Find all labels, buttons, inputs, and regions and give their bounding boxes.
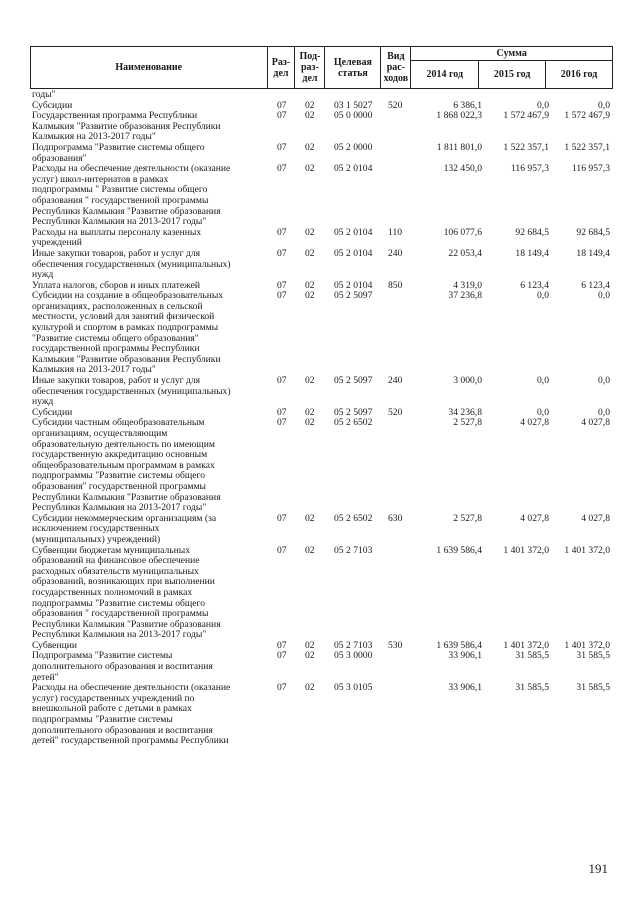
row-sum-2015: 4 027,8 [520, 417, 549, 429]
table-row [0, 376, 640, 408]
row-sum-2016: 4 027,8 [581, 512, 610, 524]
header-vid: Вид рас- ходов [381, 47, 411, 89]
row-sum-2016: 18 149,4 [576, 247, 610, 259]
row-sum-2015: 6 123,4 [520, 279, 549, 291]
row-razdel: 07 [277, 375, 287, 387]
row-razdel: 07 [277, 406, 287, 418]
row-sum-2014: 132 450,0 [443, 163, 482, 175]
header-y2014: 2014 год [411, 61, 479, 89]
row-podrazdel: 02 [305, 163, 315, 175]
row-sum-2016: 116 957,3 [571, 163, 610, 175]
row-sum-2015: 31 585,5 [515, 682, 549, 694]
table-row [0, 514, 640, 546]
row-sum-2015: 92 684,5 [515, 226, 549, 238]
table-header [30, 46, 613, 89]
table-row [0, 418, 640, 513]
row-sum-2016: 0,0 [598, 290, 610, 302]
row-podrazdel: 02 [305, 650, 315, 662]
row-vid-rashodov: 530 [388, 639, 403, 651]
row-name: Субсидии [32, 99, 73, 111]
row-podrazdel: 02 [305, 682, 315, 694]
table-row [0, 228, 640, 249]
row-name: Расходы на обеспечение деятельности (оказание услуг) школ-интернатов в рамках подпрограммы " Развитие системы общего образования " государственной программы Республики Калмыкия "Развитие образования Республики Калмыкия на 2013-2017 годы" [32, 163, 231, 228]
table-row [0, 651, 640, 683]
row-podrazdel: 02 [305, 110, 315, 122]
row-razdel: 07 [277, 226, 287, 238]
row-sum-2014: 1 811 801,0 [436, 141, 482, 153]
row-sum-2014: 1 639 586,4 [436, 639, 482, 651]
row-sum-2015: 0,0 [537, 99, 549, 111]
row-celevaya-statya: 05 2 0104 [334, 163, 373, 175]
row-celevaya-statya: 05 2 0104 [334, 226, 373, 238]
row-celevaya-statya: 05 2 6502 [334, 512, 373, 524]
row-podrazdel: 02 [305, 279, 315, 291]
row-sum-2014: 37 236,8 [448, 290, 482, 302]
row-celevaya-statya: 05 3 0105 [334, 682, 373, 694]
row-podrazdel: 02 [305, 290, 315, 302]
row-sum-2014: 6 386,1 [453, 99, 482, 111]
row-sum-2016: 0,0 [598, 99, 610, 111]
row-razdel: 07 [277, 110, 287, 122]
row-celevaya-statya: 05 0 0000 [334, 110, 373, 122]
row-name: Расходы на обеспечение деятельности (оказание услуг) государственных учреждений по внешкольной работе с детьми в рамках подпрограммы "Развитие системы дополнительного образования и воспитания детей" государственной программы Республики [32, 682, 231, 747]
row-celevaya-statya: 05 2 0104 [334, 247, 373, 259]
row-sum-2015: 0,0 [537, 375, 549, 387]
row-sum-2015: 0,0 [537, 406, 549, 418]
row-sum-2016: 6 123,4 [581, 279, 610, 291]
row-podrazdel: 02 [305, 99, 315, 111]
row-sum-2016: 1 401 372,0 [564, 639, 610, 651]
table-row [0, 546, 640, 641]
row-name: Субвенции бюджетам муниципальных образований на финансовое обеспечение расходных обязательств муниципальных образований, возникающих при выполнении государственных полномочий в рамках подпрограммы "Развитие системы общего образования " государственной программы Республики Калмыкия "Развитие образования Республики Калмыкия на 2013-2017 годы" [32, 544, 221, 641]
row-celevaya-statya: 05 2 0000 [334, 141, 373, 153]
row-razdel: 07 [277, 279, 287, 291]
row-name: Субсидии [32, 406, 73, 418]
row-podrazdel: 02 [305, 226, 315, 238]
row-sum-2015: 4 027,8 [520, 512, 549, 524]
row-razdel: 07 [277, 141, 287, 153]
row-name: Подпрограмма "Развитие системы общего образования" [32, 141, 205, 164]
row-sum-2014: 2 527,8 [453, 512, 482, 524]
row-name: Уплата налогов, сборов и иных платежей [32, 279, 201, 291]
row-vid-rashodov: 630 [388, 512, 403, 524]
header-summa: Сумма [411, 47, 613, 61]
table-body [0, 90, 640, 747]
row-podrazdel: 02 [305, 141, 315, 153]
table-row [0, 90, 640, 101]
row-name: Субсидии некоммерческим организациям (за исключением государственных (муниципальных) учреждений) [32, 512, 217, 545]
header-podrazdel: Под- раз- дел [295, 47, 325, 89]
row-celevaya-statya: 05 2 7103 [334, 544, 373, 556]
row-name: Расходы на выплаты персоналу казенных учреждений [32, 226, 202, 249]
row-podrazdel: 02 [305, 406, 315, 418]
row-podrazdel: 02 [305, 639, 315, 651]
row-sum-2016: 1 522 357,1 [564, 141, 610, 153]
header-celevaya: Целевая статья [325, 47, 381, 89]
table-row [0, 143, 640, 164]
row-sum-2015: 1 401 372,0 [503, 544, 549, 556]
row-sum-2014: 3 000,0 [453, 375, 482, 387]
row-celevaya-statya: 03 1 5027 [334, 99, 373, 111]
header-razdel: Раз- дел [267, 47, 295, 89]
row-sum-2014: 2 527,8 [453, 417, 482, 429]
row-razdel: 07 [277, 99, 287, 111]
row-razdel: 07 [277, 682, 287, 694]
row-sum-2015: 1 401 372,0 [503, 639, 549, 651]
row-sum-2014: 34 236,8 [448, 406, 482, 418]
row-sum-2014: 106 077,6 [443, 226, 482, 238]
header-y2016: 2016 год [546, 61, 613, 89]
row-sum-2016: 92 684,5 [576, 226, 610, 238]
page-number: 191 [588, 861, 608, 876]
row-podrazdel: 02 [305, 512, 315, 524]
row-sum-2016: 0,0 [598, 406, 610, 418]
row-celevaya-statya: 05 2 5097 [334, 406, 373, 418]
row-razdel: 07 [277, 247, 287, 259]
row-podrazdel: 02 [305, 544, 315, 556]
row-sum-2014: 4 319,0 [453, 279, 482, 291]
row-name: Субсидии частным общеобразовательным организациям, осуществляющим образовательную деятельность по имеющим государственную аккредитацию основным общеобразовательным программам в рамках подпрограммы "Развитие системы общего образования" государственной программы Республики Калмыкия "Развитие образования Республики Калмыкия на 2013-2017 годы" [32, 417, 221, 514]
row-vid-rashodov: 850 [388, 279, 403, 291]
row-celevaya-statya: 05 2 5097 [334, 375, 373, 387]
table-row [0, 291, 640, 376]
row-podrazdel: 02 [305, 247, 315, 259]
row-razdel: 07 [277, 417, 287, 429]
row-vid-rashodov: 520 [388, 406, 403, 418]
row-name: Субвенции [32, 639, 77, 651]
header-name: Наименование [31, 47, 268, 89]
row-name: Подпрограмма "Развитие системы дополнительного образования и воспитания детей" [32, 650, 213, 683]
row-sum-2016: 31 585,5 [576, 650, 610, 662]
row-celevaya-statya: 05 2 6502 [334, 417, 373, 429]
row-razdel: 07 [277, 290, 287, 302]
row-sum-2015: 0,0 [537, 290, 549, 302]
row-sum-2016: 1 401 372,0 [564, 544, 610, 556]
row-sum-2014: 1 868 022,3 [436, 110, 482, 122]
row-name: Государственная программа Республики Калмыкия "Развитие образования Республики Калмыкия на 2013-2017 годы" [32, 110, 221, 143]
row-razdel: 07 [277, 650, 287, 662]
table-row [0, 111, 640, 143]
row-celevaya-statya: 05 3 0000 [334, 650, 373, 662]
row-sum-2014: 33 906,1 [448, 682, 482, 694]
row-sum-2014: 33 906,1 [448, 650, 482, 662]
row-vid-rashodov: 240 [388, 375, 403, 387]
row-sum-2015: 31 585,5 [515, 650, 549, 662]
row-sum-2015: 116 957,3 [510, 163, 549, 175]
row-celevaya-statya: 05 2 0104 [334, 279, 373, 291]
row-celevaya-statya: 05 2 7103 [334, 639, 373, 651]
row-razdel: 07 [277, 512, 287, 524]
row-vid-rashodov: 520 [388, 99, 403, 111]
row-name: Иные закупки товаров, работ и услуг для обеспечения государственных (муниципальных) нужд [32, 375, 231, 408]
row-podrazdel: 02 [305, 375, 315, 387]
table-row [0, 164, 640, 228]
row-razdel: 07 [277, 639, 287, 651]
row-sum-2014: 1 639 586,4 [436, 544, 482, 556]
row-vid-rashodov: 240 [388, 247, 403, 259]
table-row [0, 249, 640, 281]
row-name: Иные закупки товаров, работ и услуг для обеспечения государственных (муниципальных) нужд [32, 247, 231, 281]
header-y2015: 2015 год [479, 61, 546, 89]
row-sum-2016: 4 027,8 [581, 417, 610, 429]
row-sum-2016: 31 585,5 [576, 682, 610, 694]
row-razdel: 07 [277, 163, 287, 175]
row-sum-2016: 0,0 [598, 375, 610, 387]
row-name: годы" [32, 89, 56, 100]
table-row [0, 683, 640, 747]
row-sum-2015: 1 522 357,1 [503, 141, 549, 153]
row-sum-2016: 1 572 467,9 [564, 110, 610, 122]
row-sum-2014: 22 053,4 [448, 247, 482, 259]
row-vid-rashodov: 110 [388, 226, 403, 238]
row-razdel: 07 [277, 544, 287, 556]
row-podrazdel: 02 [305, 417, 315, 429]
row-sum-2015: 18 149,4 [515, 247, 549, 259]
row-sum-2015: 1 572 467,9 [503, 110, 549, 122]
row-celevaya-statya: 05 2 5097 [334, 290, 373, 302]
row-name: Субсидии на создание в общеобразовательных организациях, расположенных в сельской местности, условий для занятий физической культурой и спортом в рамках подпрограммы "Развитие системы общего образования" государственной программы Республики Калмыкия "Развитие образования Республики Калмыкия на 2013-2017 годы" [32, 290, 224, 376]
